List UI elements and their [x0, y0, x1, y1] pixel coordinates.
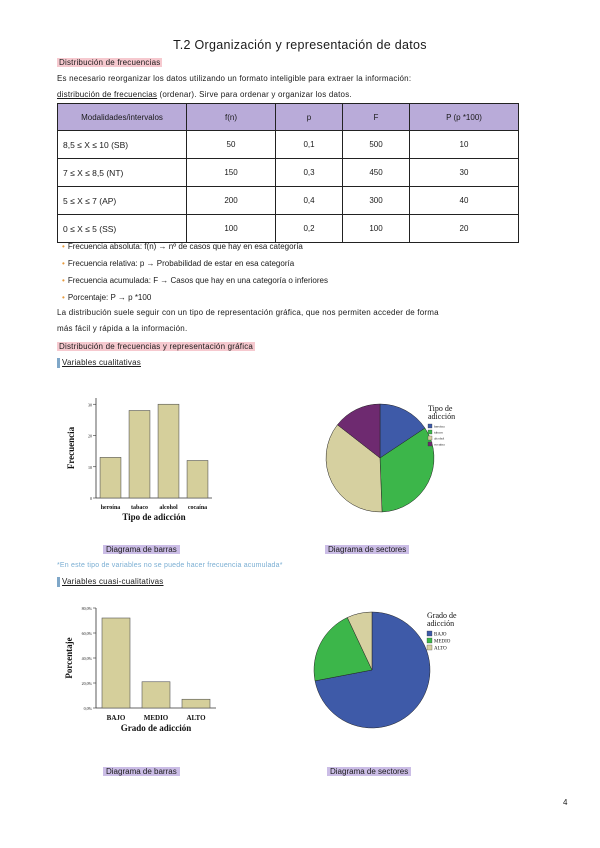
table-header: p	[276, 104, 343, 131]
y-tick-label: 80,0%	[81, 606, 92, 611]
bar-alcohol	[158, 404, 179, 498]
page-number: 4	[563, 798, 568, 807]
table-header: P (p *100)	[410, 104, 519, 131]
x-tick-label: ALTO	[186, 714, 206, 722]
legend-swatch	[428, 424, 432, 428]
table-header-row	[58, 104, 519, 131]
table-header: Modalidades/intervalos	[58, 104, 187, 131]
table-cell: 150	[187, 159, 276, 187]
legend-entry: cocaína	[434, 442, 445, 447]
list-item-text: Frecuencia absoluta: f(n) → nº de casos que hay en esa categoría	[67, 242, 303, 251]
list-item	[62, 255, 328, 272]
legend-swatch	[427, 638, 432, 643]
section-heading-text: Distribución de frecuencias	[59, 58, 161, 67]
caption-text: Diagrama de barras	[103, 767, 180, 776]
list-item	[62, 238, 328, 255]
x-tick-label: alcohol	[159, 505, 178, 511]
subheading-text: Variables cualitativas	[62, 358, 141, 367]
table-cell: 100	[187, 215, 276, 243]
y-tick-label: 20,0%	[81, 681, 92, 686]
bullet-dot: •	[62, 293, 65, 302]
list-item	[62, 289, 328, 306]
y-tick-label: 0	[90, 496, 92, 501]
table-cell: 20	[410, 215, 519, 243]
caption-text: Diagrama de barras	[103, 545, 180, 554]
x-tick-label: heroína	[100, 505, 121, 511]
bullet-dot: •	[62, 259, 65, 268]
table-cell: 0,2	[276, 215, 343, 243]
intro-line-2	[57, 88, 352, 101]
bullet-dot: •	[62, 242, 65, 251]
table-cell: 8,5 ≤ X ≤ 10 (SB)	[58, 131, 187, 159]
table-cell: 5 ≤ X ≤ 7 (AP)	[58, 187, 187, 215]
subheading-text: Variables cuasi-cualitativas	[62, 577, 164, 586]
paragraph-line: más fácil y rápida a la información.	[57, 324, 188, 333]
legend-title: adicción	[427, 619, 455, 628]
y-axis-title: Porcentaje	[64, 637, 74, 679]
x-tick-label: BAJO	[106, 714, 126, 722]
table-cell: 200	[187, 187, 276, 215]
table-cell: 450	[343, 159, 410, 187]
table-cell: 100	[343, 215, 410, 243]
legend-swatch	[428, 442, 432, 446]
table-row	[58, 131, 519, 159]
y-tick-label: 60,0%	[81, 631, 92, 636]
subheading-marker	[57, 577, 60, 587]
legend-entry: alcohol	[434, 436, 445, 441]
caption-bar-2	[103, 767, 180, 776]
list-item-text: Porcentaje: P → p *100	[67, 293, 152, 302]
table-cell: 50	[187, 131, 276, 159]
y-tick-label: 40,0%	[81, 656, 92, 661]
bar-tabaco	[129, 411, 150, 499]
table-cell: 30	[410, 159, 519, 187]
legend-entry: BAJO	[434, 632, 447, 638]
y-tick-label: 0,0%	[83, 706, 92, 711]
intro-line-1: Es necesario reorganizar los datos utilizando un formato inteligible para extraer la información:	[57, 74, 412, 83]
bar-chart-tipo-adiccion	[60, 388, 235, 528]
bar-bajo	[102, 618, 130, 708]
subheading-cualitativas	[57, 356, 141, 369]
bullet-dot: •	[62, 276, 65, 285]
caption-text: Diagrama de sectores	[327, 767, 411, 776]
legend-swatch	[427, 631, 432, 636]
caption-text: Diagrama de sectores	[325, 545, 409, 554]
legend-title: Tipo de	[428, 404, 453, 413]
caption-pie-1	[325, 545, 409, 554]
legend-title: Grado de	[427, 611, 457, 620]
caption-pie-2	[327, 767, 411, 776]
table-cell: 0 ≤ X ≤ 5 (SS)	[58, 215, 187, 243]
caption-bar-1	[103, 545, 180, 554]
intro-rest: (ordenar). Sirve para ordenar y organizar los datos.	[157, 90, 352, 99]
table-cell: 0,4	[276, 187, 343, 215]
list-item	[62, 272, 328, 289]
x-axis-title: Tipo de adicción	[122, 512, 186, 522]
bar-alto	[182, 699, 210, 708]
y-tick-label: 10	[88, 464, 92, 470]
table-row	[58, 187, 519, 215]
paragraph	[57, 305, 439, 337]
note-acumulada: *En este tipo de variables no se puede hacer frecuencia acumulada*	[57, 562, 283, 569]
bar-heroína	[100, 457, 121, 498]
section-heading-distribucion	[57, 56, 162, 69]
y-axis-title: Frecuencia	[66, 426, 76, 470]
table-cell: 0,1	[276, 131, 343, 159]
table-header: F	[343, 104, 410, 131]
y-tick-label: 30	[88, 402, 92, 408]
x-tick-label: cocaína	[187, 505, 208, 511]
table-cell: 7 ≤ X ≤ 8,5 (NT)	[58, 159, 187, 187]
intro-term: distribución de frecuencias	[57, 90, 158, 99]
y-tick-label: 20	[88, 433, 92, 439]
legend-entry: ALTO	[434, 646, 447, 652]
bar-chart-grado-adiccion	[60, 598, 235, 738]
legend-entry: heroína	[434, 424, 445, 429]
legend-title: adicción	[428, 412, 456, 421]
table-cell: 0,3	[276, 159, 343, 187]
legend-swatch	[428, 436, 432, 440]
table-cell: 500	[343, 131, 410, 159]
x-axis-title: Grado de adicción	[120, 723, 192, 733]
list-item-text: Frecuencia relativa: p → Probabilidad de estar en esa categoría	[67, 259, 295, 268]
list-item-text: Frecuencia acumulada: F → Casos que hay en una categoría o inferiores	[67, 276, 328, 285]
table-row	[58, 159, 519, 187]
section-heading-graficas	[57, 340, 255, 353]
subheading-marker	[57, 358, 60, 368]
page-title: T.2 Organización y representación de datos	[173, 38, 427, 52]
section-heading-text: Distribución de frecuencias y representación gráfica	[59, 342, 254, 351]
table-cell: 40	[410, 187, 519, 215]
bar-medio	[142, 682, 170, 708]
table-cell: 10	[410, 131, 519, 159]
legend-entry: MEDIO	[434, 639, 451, 645]
definitions-list	[62, 238, 328, 306]
legend-swatch	[427, 645, 432, 650]
legend-entry: tabaco	[434, 430, 444, 435]
legend-swatch	[428, 430, 432, 434]
x-tick-label: tabaco	[131, 505, 148, 511]
pie-chart-tipo-adiccion	[305, 398, 480, 518]
table-header: f(n)	[187, 104, 276, 131]
bar-cocaína	[187, 461, 208, 499]
paragraph-line: La distribución suele seguir con un tipo de representación gráfica, que nos permiten acceder de forma	[57, 308, 439, 317]
subheading-cuasi	[57, 575, 164, 588]
table-cell: 300	[343, 187, 410, 215]
frequency-table	[57, 103, 519, 243]
x-tick-label: MEDIO	[143, 714, 169, 722]
pie-chart-grado-adiccion	[305, 606, 480, 731]
